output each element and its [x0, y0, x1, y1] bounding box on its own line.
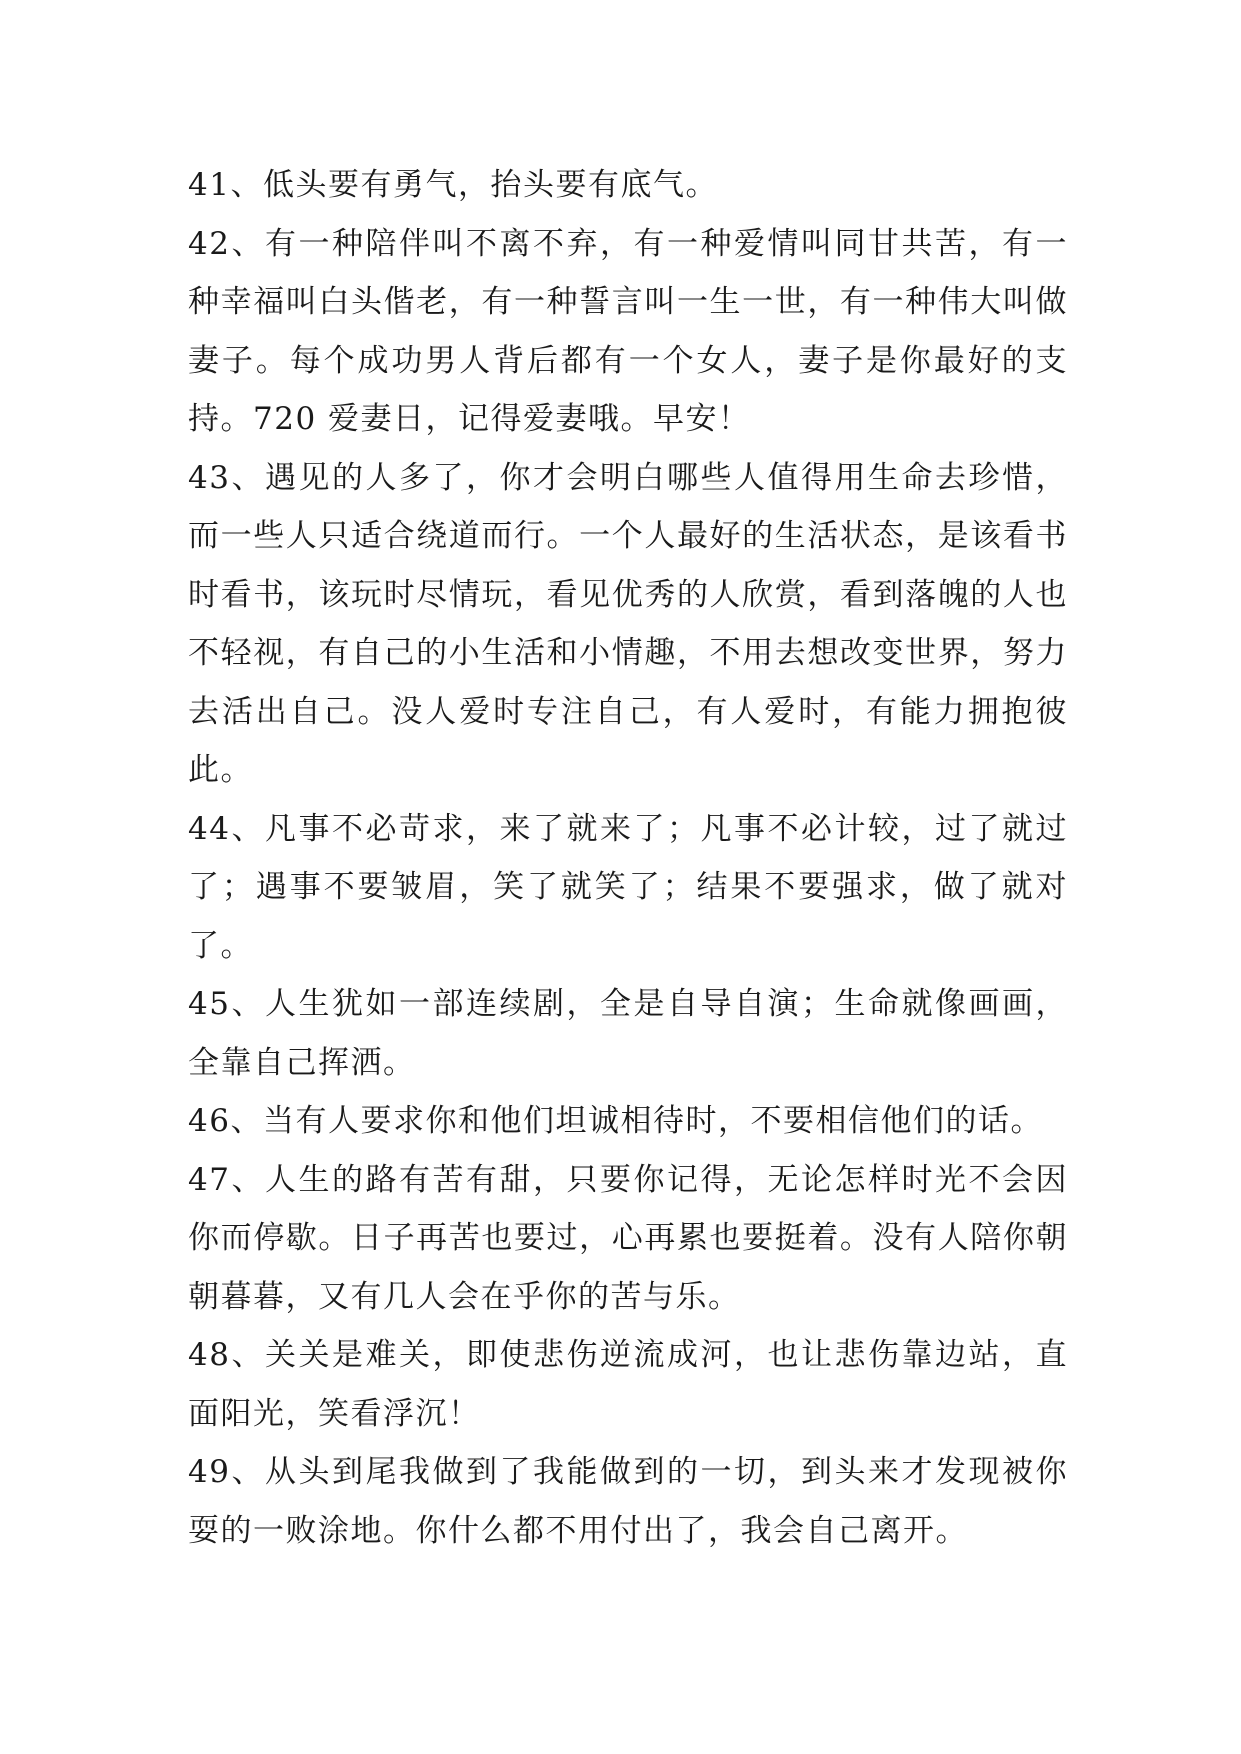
entry-42: 42、有一种陪伴叫不离不弃，有一种爱情叫同甘共苦，有一种幸福叫白头偕老，有一种誓言叫一生一世，有一种伟大叫做妻子。每个成功男人背后都有一个女人，妻子是你最好的支持。720 爱妻日，记得爱妻哦。早安！ — [188, 225, 1068, 437]
entry-47: 47、人生的路有苦有甜，只要你记得，无论怎样时光不会因你而停歇。日子再苦也要过，心再累也要挺着。没有人陪你朝朝暮暮，又有几人会在乎你的苦与乐。 — [188, 1161, 1068, 1315]
entry-43: 43、遇见的人多了，你才会明白哪些人值得用生命去珍惜，而一些人只适合绕道而行。一个人最好的生活状态，是该看书时看书，该玩时尽情玩，看见优秀的人欣赏，看到落魄的人也不轻视，有自己的小生活和小情趣，不用去想改变世界，努力去活出自己。没人爱时专注自己，有人爱时，有能力拥抱彼此。 — [188, 459, 1068, 788]
entry-41: 41、低头要有勇气，抬头要有底气。 — [188, 167, 718, 203]
document-body — [188, 156, 1068, 1560]
entry-44: 44、凡事不必苛求，来了就来了；凡事不必计较，过了就过了；遇事不要皱眉，笑了就笑了；结果不要强求，做了就对了。 — [188, 810, 1068, 964]
entry-45: 45、人生犹如一部连续剧，全是自导自演；生命就像画画，全靠自己挥洒。 — [188, 986, 1068, 1081]
entry-49: 49、从头到尾我做到了我能做到的一切，到头来才发现被你耍的一败涂地。你什么都不用付出了，我会自己离开。 — [188, 1454, 1068, 1549]
entry-46: 46、当有人要求你和他们坦诚相待时，不要相信他们的话。 — [188, 1103, 1043, 1139]
entry-48: 48、关关是难关，即使悲伤逆流成河，也让悲伤靠边站，直面阳光，笑看浮沉！ — [188, 1337, 1068, 1432]
